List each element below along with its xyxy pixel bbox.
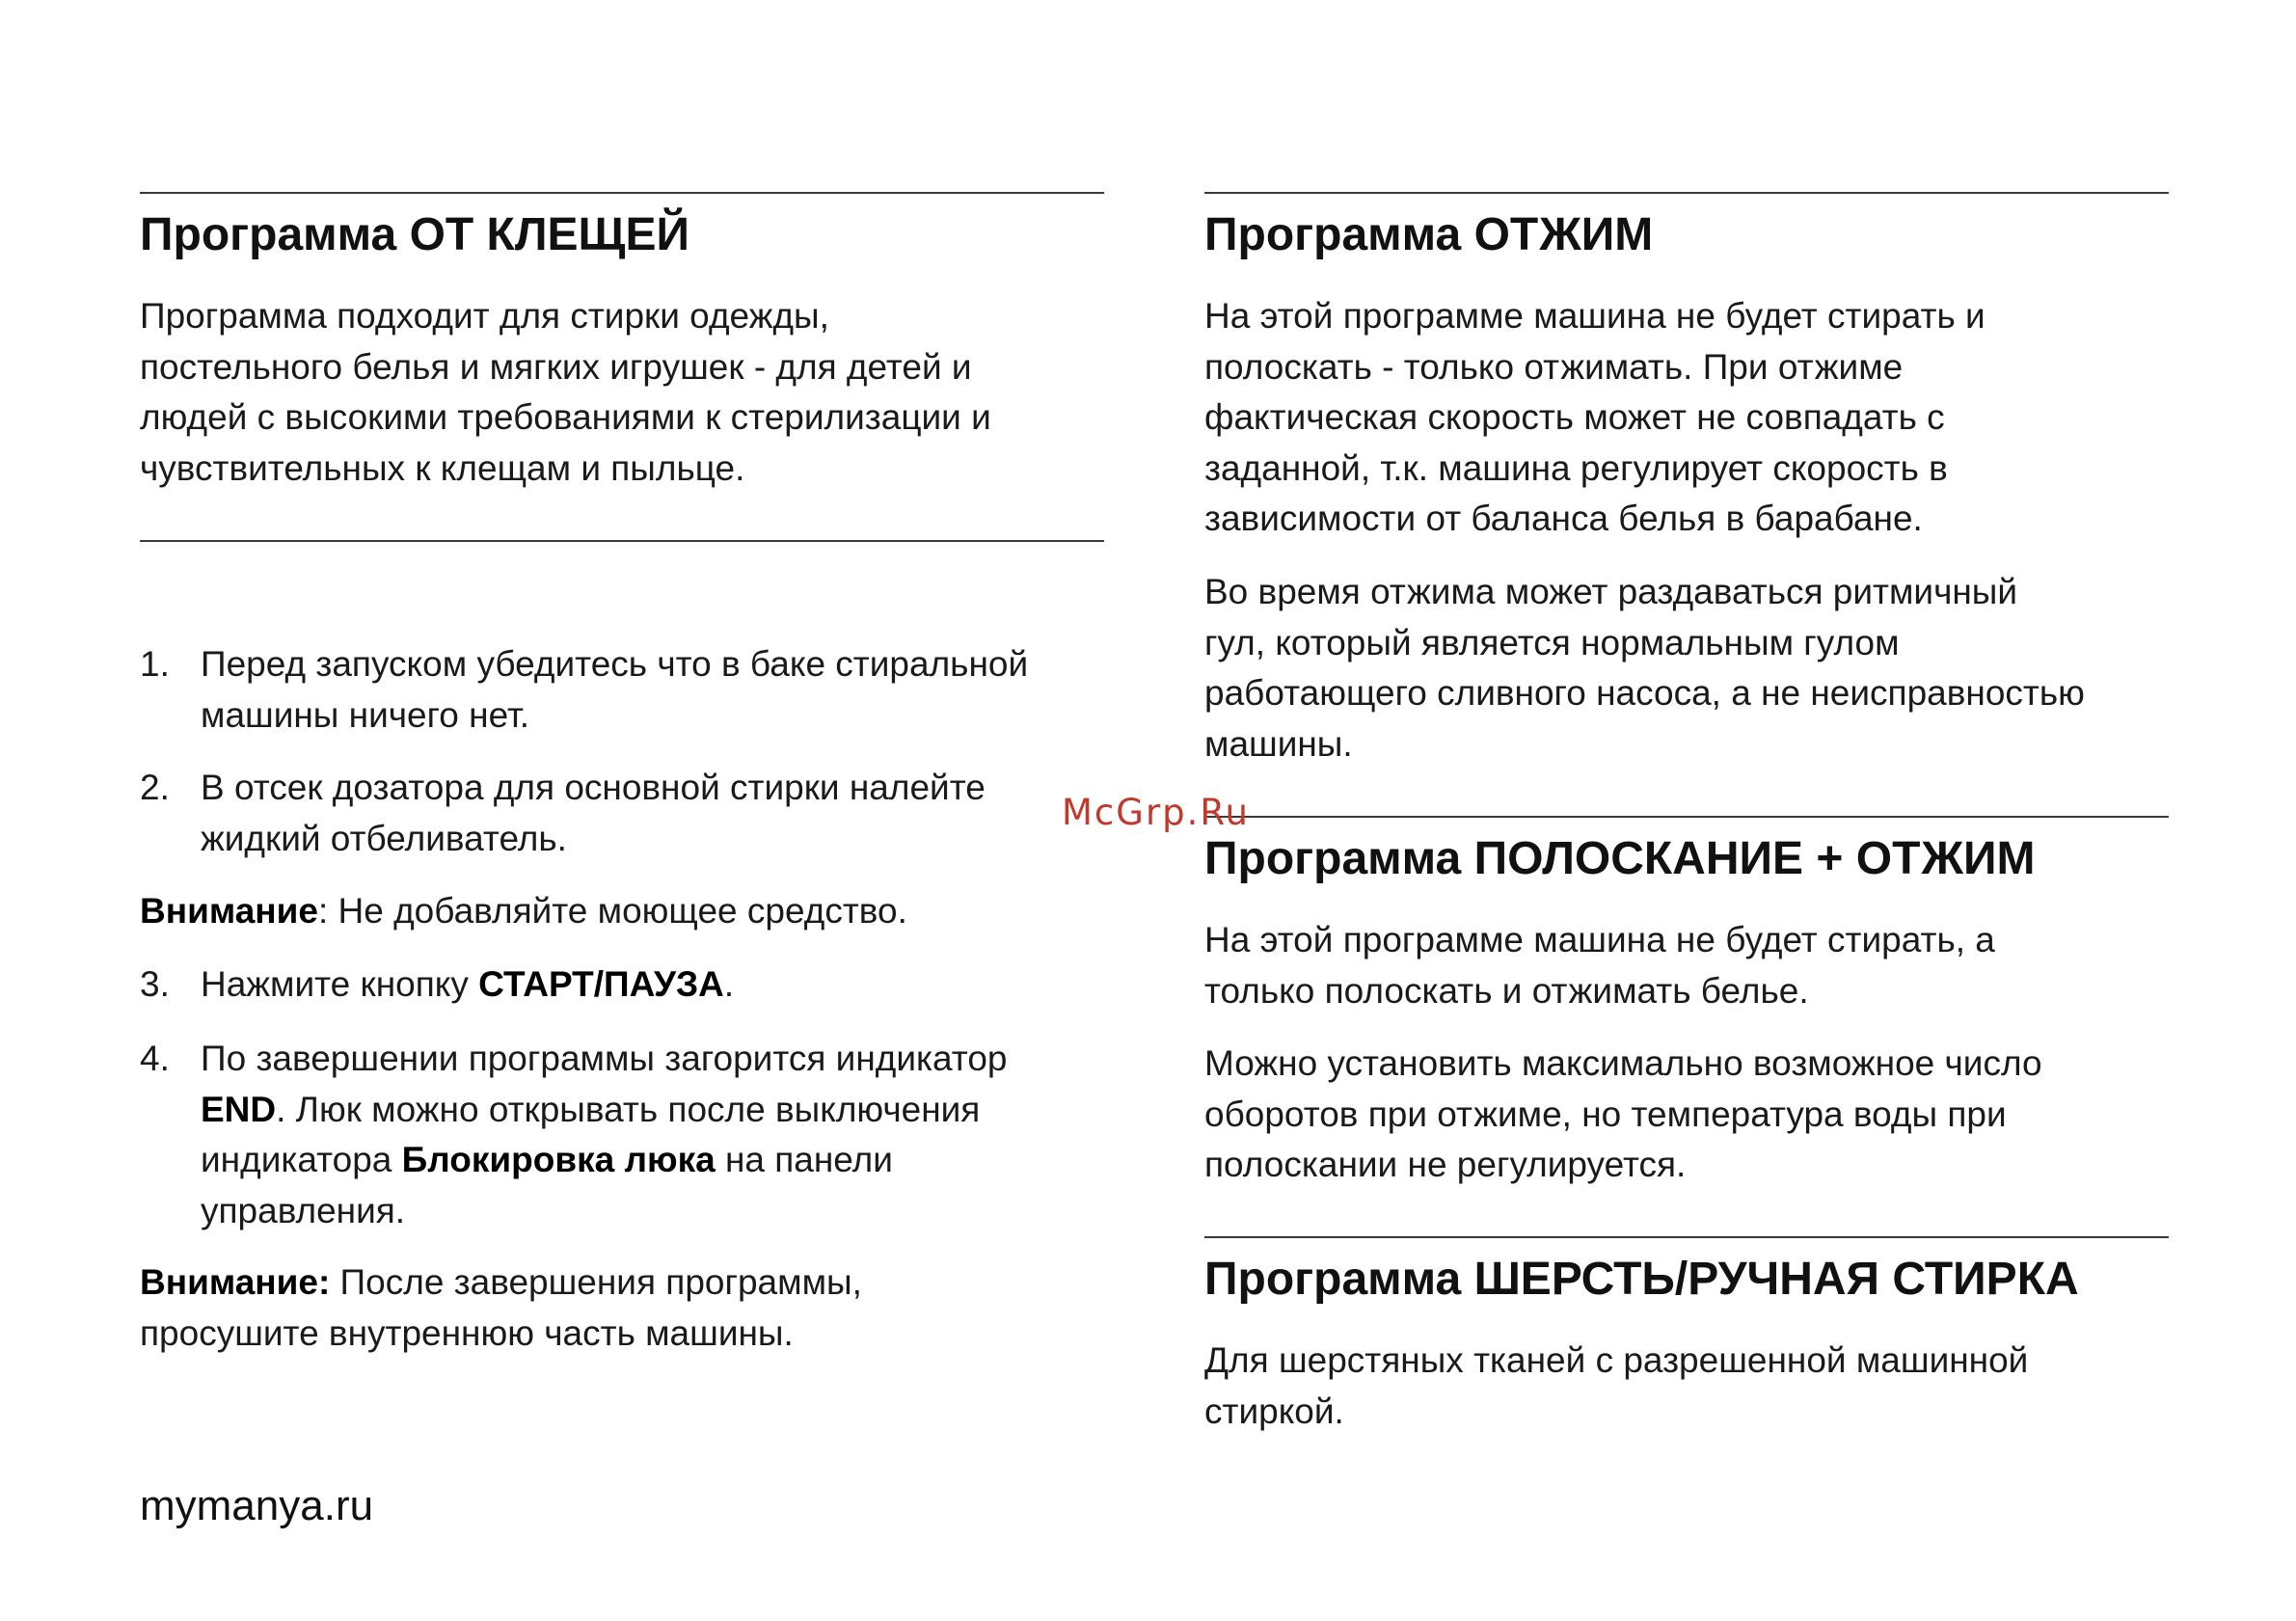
text-line: фактическая скорость может не совпадать с <box>1204 397 1945 437</box>
step-text-part: на панели <box>715 1140 893 1179</box>
text-line: постельного белья и мягких игрушек - для детей и <box>140 346 972 387</box>
section-divider <box>1204 192 2169 194</box>
warning-text: : Не добавляйте моющее средство. <box>317 891 907 931</box>
section-divider <box>1204 816 2169 818</box>
section-title-rinse: Программа ПОЛОСКАНИЕ + ОТЖИМ <box>1204 833 2036 884</box>
text-line: На этой программе машина не будет стирать и <box>1204 296 1985 336</box>
text-line: гул, который является нормальным гулом <box>1204 622 1900 662</box>
indicator-name-end: END <box>201 1089 277 1129</box>
text-line: стиркой. <box>1204 1391 1344 1431</box>
text-line: управления. <box>201 1190 406 1230</box>
text-line: Во время отжима может раздаваться ритмичный <box>1204 572 2018 611</box>
step-number: 2. <box>140 768 170 807</box>
step-number: 3. <box>140 964 170 1004</box>
step-number: 1. <box>140 644 170 684</box>
warning-label: Внимание: <box>140 1262 331 1302</box>
watermark: McGrp.Ru <box>1062 792 1250 833</box>
section-description-ticks <box>140 291 1104 494</box>
text-line: машины. <box>1204 723 1353 764</box>
warning-label: Внимание <box>140 891 318 931</box>
section-title-wool: Программа ШЕРСТЬ/РУЧНАЯ СТИРКА <box>1204 1254 2079 1305</box>
text-line: машины ничего нет. <box>201 694 530 735</box>
warning-note-2 <box>140 1257 1104 1359</box>
step-number: 4. <box>140 1039 170 1078</box>
text-line <box>201 1085 1104 1136</box>
section-description-rinse <box>1204 915 2169 1016</box>
step-text <box>201 959 1104 1011</box>
step-item-2 <box>140 763 1104 864</box>
footer-site-link[interactable]: mymanya.ru <box>140 1482 374 1529</box>
text-line: полоскании не регулируется. <box>1204 1145 1687 1184</box>
warning-note-1 <box>140 886 1104 937</box>
section-divider <box>1204 1236 2169 1238</box>
text-line <box>201 1135 1104 1186</box>
button-name-start-pause: СТАРТ/ПАУЗА <box>478 964 724 1004</box>
step-text-part: индикатора <box>201 1140 402 1179</box>
text-line: Можно установить максимально возможное число <box>1204 1043 2042 1083</box>
text-line: Для шерстяных тканей с разрешенной машинной <box>1204 1340 2029 1380</box>
step-text <box>201 639 1104 741</box>
text-line: оборотов при отжиме, но температура воды при <box>1204 1094 2007 1134</box>
step-item-4 <box>140 1034 1104 1236</box>
text-line: полоскать - только отжимать. При отжиме <box>1204 346 1904 387</box>
section-note-spin <box>1204 567 2169 770</box>
section-description-spin <box>1204 291 2169 545</box>
section-note-rinse <box>1204 1039 2169 1191</box>
step-text <box>201 763 1104 864</box>
step-item-3 <box>140 959 1104 1011</box>
text-line: заданной, т.к. машина регулирует скорость в <box>1204 447 1948 488</box>
indicator-name-door-lock: Блокировка люка <box>401 1140 716 1179</box>
step-text-part: . <box>723 964 735 1004</box>
text-line: зависимости от баланса белья в барабане. <box>1204 499 1923 538</box>
section-divider <box>140 540 1104 542</box>
text-line: людей с высокими требованиями к стерилизации и <box>140 397 991 437</box>
text-line: работающего сливного насоса, а не неисправностью <box>1204 673 2085 713</box>
section-description-wool <box>1204 1336 2169 1437</box>
warning-text: После завершения программы, <box>330 1262 862 1302</box>
section-title-spin: Программа ОТЖИМ <box>1204 209 1654 260</box>
section-divider <box>140 192 1104 194</box>
text-line: На этой программе машина не будет стирать, а <box>1204 920 1995 959</box>
step-text-part: Нажмите кнопку <box>201 964 479 1004</box>
step-text <box>201 1034 1104 1236</box>
text-line: По завершении программы загорится индикатор <box>201 1039 1008 1078</box>
section-title-ticks: Программа ОТ КЛЕЩЕЙ <box>140 209 689 260</box>
text-line: Перед запуском убедитесь что в баке стиральной <box>201 644 1029 684</box>
text-line: Программа подходит для стирки одежды, <box>140 296 829 336</box>
text-line: чувствительных к клещам и пыльце. <box>140 447 745 488</box>
step-text-part: . Люк можно открывать после выключения <box>276 1089 981 1129</box>
text-line: только полоскать и отжимать белье. <box>1204 970 1809 1011</box>
text-line <box>140 1257 1104 1309</box>
text-line: жидкий отбеливатель. <box>201 818 567 858</box>
text-line: просушите внутреннюю часть машины. <box>140 1312 794 1353</box>
step-item-1 <box>140 639 1104 741</box>
text-line: В отсек дозатора для основной стирки налейте <box>201 768 986 807</box>
